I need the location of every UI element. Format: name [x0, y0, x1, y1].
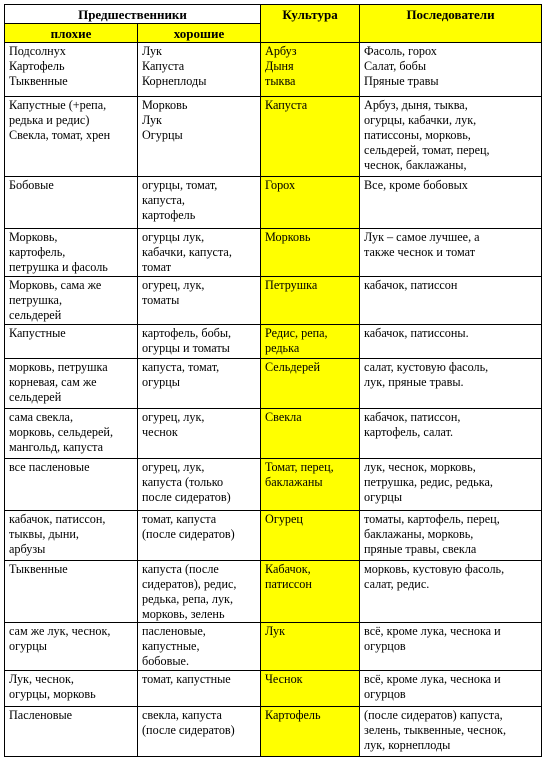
bad-predecessors-cell: сам же лук, чеснок, огурцы	[5, 623, 138, 671]
table-row	[5, 459, 542, 511]
good-predecessors-cell: свекла, капуста (после сидератов)	[138, 707, 261, 757]
bad-predecessors-cell: Бобовые	[5, 177, 138, 229]
successors-cell: томаты, картофель, перец, баклажаны, морковь, пряные травы, свекла	[360, 511, 542, 561]
culture-cell: Томат, перец, баклажаны	[261, 459, 360, 511]
culture-header: Культура	[261, 5, 360, 43]
good-predecessors-cell: огурец, лук, томаты	[138, 277, 261, 325]
table-row	[5, 409, 542, 459]
good-predecessors-cell: капуста, томат, огурцы	[138, 359, 261, 409]
good-predecessors-cell: огурцы лук, кабачки, капуста, томат	[138, 229, 261, 277]
successors-header: Последователи	[360, 5, 542, 43]
table-body	[5, 43, 542, 757]
bad-predecessors-cell: морковь, петрушка корневая, сам же сельдерей	[5, 359, 138, 409]
culture-cell: Морковь	[261, 229, 360, 277]
good-predecessors-cell: огурец, лук, капуста (только после сидератов)	[138, 459, 261, 511]
successors-cell: (после сидератов) капуста, зелень, тыквенные, чеснок, лук, корнеплоды	[360, 707, 542, 757]
bad-header: плохие	[5, 24, 138, 43]
bad-predecessors-cell: Морковь, картофель, петрушка и фасоль	[5, 229, 138, 277]
good-predecessors-cell: картофель, бобы, огурцы и томаты	[138, 325, 261, 359]
successors-cell: кабачок, патиссон	[360, 277, 542, 325]
culture-cell: Картофель	[261, 707, 360, 757]
table-row	[5, 229, 542, 277]
culture-cell: Огурец	[261, 511, 360, 561]
bad-predecessors-cell: Капустные (+репа, редька и редис) Свекла, томат, хрен	[5, 97, 138, 177]
good-predecessors-cell: капуста (после сидератов), редис, редька, репа, лук, морковь, зелень	[138, 561, 261, 623]
bad-predecessors-cell: Подсолнух Картофель Тыквенные	[5, 43, 138, 97]
table-row	[5, 623, 542, 671]
bad-predecessors-cell: Морковь, сама же петрушка, сельдерей	[5, 277, 138, 325]
culture-cell: Лук	[261, 623, 360, 671]
successors-cell: Лук – самое лучшее, а также чеснок и томат	[360, 229, 542, 277]
bad-predecessors-cell: Тыквенные	[5, 561, 138, 623]
successors-cell: Арбуз, дыня, тыква, огурцы, кабачки, лук, патиссоны, морковь, сельдерей, томат, перец, чеснок, баклажаны,	[360, 97, 542, 177]
table-row	[5, 561, 542, 623]
good-predecessors-cell: пасленовые, капустные, бобовые.	[138, 623, 261, 671]
successors-cell: кабачок, патиссон, картофель, салат.	[360, 409, 542, 459]
culture-cell: Капуста	[261, 97, 360, 177]
good-predecessors-cell: томат, капустные	[138, 671, 261, 707]
culture-cell: Редис, репа, редька	[261, 325, 360, 359]
table-row	[5, 359, 542, 409]
table-row	[5, 43, 542, 97]
culture-cell: Сельдерей	[261, 359, 360, 409]
culture-cell: Арбуз Дыня тыква	[261, 43, 360, 97]
culture-cell: Петрушка	[261, 277, 360, 325]
predecessors-header: Предшественники	[5, 5, 261, 24]
table-row	[5, 277, 542, 325]
bad-predecessors-cell: Лук, чеснок, огурцы, морковь	[5, 671, 138, 707]
table-row	[5, 511, 542, 561]
bad-predecessors-cell: все пасленовые	[5, 459, 138, 511]
successors-cell: Все, кроме бобовых	[360, 177, 542, 229]
good-predecessors-cell: Морковь Лук Огурцы	[138, 97, 261, 177]
successors-cell: всё, кроме лука, чеснока и огурцов	[360, 623, 542, 671]
bad-predecessors-cell: сама свекла, морковь, сельдерей, мангольд, капуста	[5, 409, 138, 459]
good-predecessors-cell: Лук Капуста Корнеплоды	[138, 43, 261, 97]
culture-cell: Кабачок, патиссон	[261, 561, 360, 623]
crop-rotation-table	[4, 4, 542, 757]
bad-predecessors-cell: кабачок, патиссон, тыквы, дыни, арбузы	[5, 511, 138, 561]
table-row	[5, 325, 542, 359]
successors-cell: кабачок, патиссоны.	[360, 325, 542, 359]
table-row	[5, 97, 542, 177]
successors-cell: всё, кроме лука, чеснока и огурцов	[360, 671, 542, 707]
culture-cell: Горох	[261, 177, 360, 229]
successors-cell: салат, кустовую фасоль, лук, пряные травы.	[360, 359, 542, 409]
successors-cell: лук, чеснок, морковь, петрушка, редис, редька, огурцы	[360, 459, 542, 511]
bad-predecessors-cell: Капустные	[5, 325, 138, 359]
table-row	[5, 671, 542, 707]
culture-cell: Свекла	[261, 409, 360, 459]
good-predecessors-cell: огурцы, томат, капуста, картофель	[138, 177, 261, 229]
culture-cell: Чеснок	[261, 671, 360, 707]
successors-cell: морковь, кустовую фасоль, салат, редис.	[360, 561, 542, 623]
table-row	[5, 707, 542, 757]
header-row	[5, 5, 542, 24]
good-header: хорошие	[138, 24, 261, 43]
table-row	[5, 177, 542, 229]
bad-predecessors-cell: Пасленовые	[5, 707, 138, 757]
successors-cell: Фасоль, горох Салат, бобы Пряные травы	[360, 43, 542, 97]
good-predecessors-cell: томат, капуста (после сидератов)	[138, 511, 261, 561]
good-predecessors-cell: огурец, лук, чеснок	[138, 409, 261, 459]
